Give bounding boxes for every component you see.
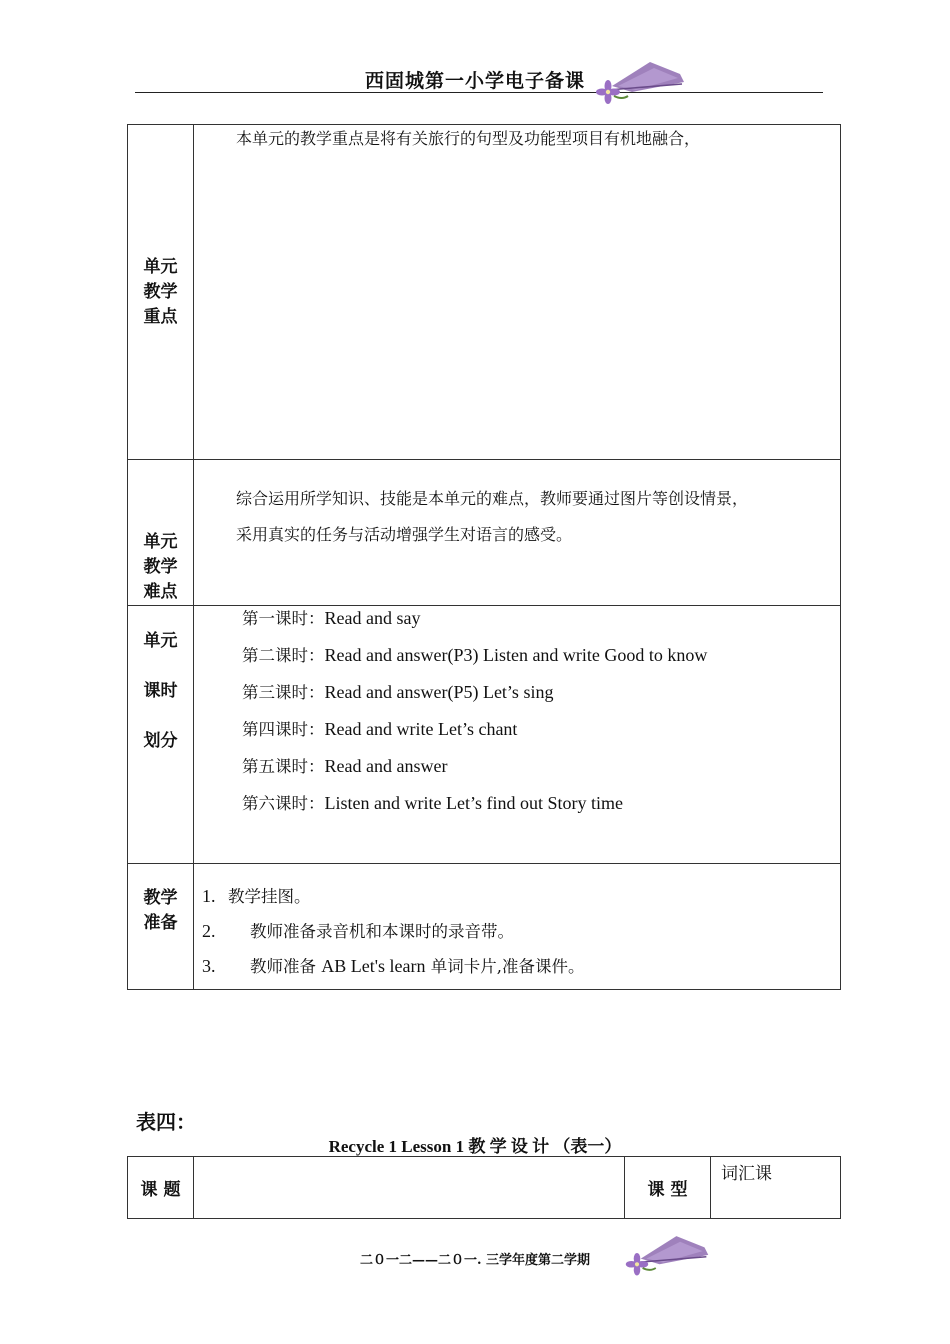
flower-decoration-icon <box>592 56 688 104</box>
preparation-label-line: 准备 <box>143 913 178 933</box>
schedule-lesson-row <box>242 791 840 828</box>
difficulty-text-line: 综合运用所学知识、技能是本单元的难点，教师要通过图片等创设情景， <box>236 489 749 508</box>
lesson-content: Read and write Let’s chant <box>324 719 518 739</box>
schedule-label-line: 单元 <box>143 631 178 651</box>
lesson-content: Read and say <box>324 608 421 628</box>
item-number: 3. <box>202 956 216 976</box>
lesson-design-table <box>127 1156 841 1219</box>
schedule-content-cell <box>194 606 841 864</box>
lesson-period: 第一课时： <box>242 609 325 628</box>
schedule-label-cell <box>128 606 194 864</box>
topic-value-cell <box>194 1157 625 1219</box>
difficulty-label-line: 单元 <box>143 532 178 552</box>
preparation-label-line: 教学 <box>143 888 178 908</box>
lesson-content: Read and answer <box>324 756 448 776</box>
focus-label-line: 教学 <box>143 281 178 302</box>
preparation-item <box>202 884 840 919</box>
schedule-lesson-row <box>242 643 840 680</box>
type-value: 词汇课 <box>721 1164 772 1184</box>
lesson-period: 第六课时： <box>242 794 325 813</box>
document-header-title: 西固城第一小学电子备课 <box>364 70 585 92</box>
lesson-period: 第二课时： <box>242 646 325 665</box>
difficulty-text-line: 采用真实的任务与活动增强学生对语言的感受。 <box>236 525 573 544</box>
focus-text: 本单元的教学重点是将有关旅行的句型及功能型项目有机地融合， <box>236 129 701 148</box>
item-text: 教师准备录音机和本课时的录音带。 <box>250 922 514 941</box>
focus-content-cell <box>194 125 841 460</box>
preparation-content-cell <box>194 864 841 990</box>
focus-label-cell <box>128 125 194 460</box>
item-text: 教学挂图。 <box>228 887 311 906</box>
schedule-lesson-row <box>242 680 840 717</box>
footer-flower-decoration-icon <box>622 1230 712 1276</box>
preparation-item <box>202 919 840 954</box>
difficulty-label-line: 教学 <box>143 557 178 577</box>
unit-plan-table <box>127 124 841 990</box>
schedule-label-line: 课时 <box>143 681 178 701</box>
item-number: 1. <box>202 886 216 906</box>
schedule-lesson-row <box>242 717 840 754</box>
lesson-content: Read and answer(P5) Let’s sing <box>324 682 554 702</box>
lesson-design-title: Recycle 1 Lesson 1 教 学 设 计 （表一） <box>328 1137 622 1156</box>
difficulty-content-cell <box>194 460 841 606</box>
type-label: 课 型 <box>647 1180 688 1200</box>
item-number: 2. <box>202 921 216 941</box>
lesson-content: Read and answer(P3) Listen and write Good to know <box>324 645 708 665</box>
lesson-period: 第三课时： <box>242 683 325 702</box>
preparation-label-cell <box>128 864 194 990</box>
schedule-lesson-row <box>242 754 840 791</box>
topic-label-cell <box>128 1157 194 1219</box>
item-text: 教师准备 <box>250 957 316 976</box>
item-text-english: AB Let's learn <box>321 956 426 976</box>
focus-label-line: 单元 <box>143 256 178 277</box>
header-divider <box>135 92 823 93</box>
topic-label: 课 题 <box>140 1180 181 1200</box>
type-label-cell <box>625 1157 711 1219</box>
schedule-label-line: 划分 <box>143 731 178 751</box>
focus-label-line: 重点 <box>143 306 178 327</box>
preparation-item <box>202 954 840 989</box>
lesson-content: Listen and write Let’s find out Story time <box>324 793 623 813</box>
footer-semester-text: 二０一二——二０一. 三学年度第二学期 <box>360 1253 591 1268</box>
difficulty-label-cell <box>128 460 194 606</box>
item-text-suffix: 单词卡片,准备课件。 <box>430 957 585 976</box>
schedule-lesson-row <box>242 606 840 643</box>
lesson-period: 第五课时： <box>242 757 325 776</box>
type-value-cell <box>711 1157 841 1219</box>
lesson-period: 第四课时： <box>242 720 325 739</box>
difficulty-label-line: 难点 <box>143 582 178 602</box>
section-title: 表四： <box>136 1110 196 1134</box>
